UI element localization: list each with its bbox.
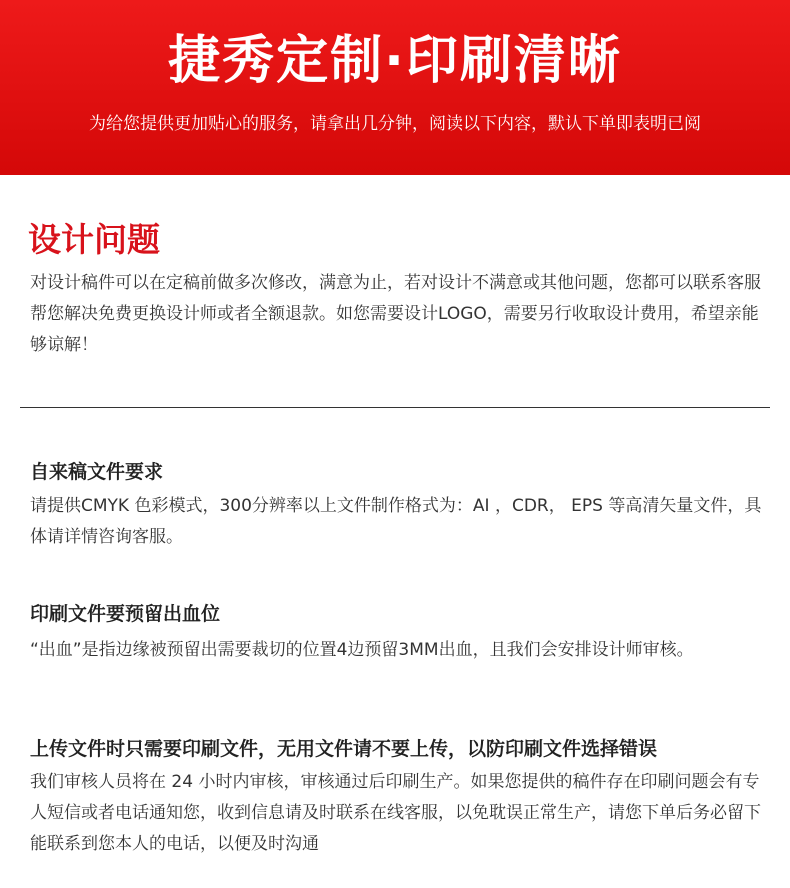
bleed-title: 印刷文件要预留出血位 [30,603,221,625]
banner-title: 捷秀定制·印刷清晰 [168,31,622,91]
section-divider [20,407,770,408]
own-file-requirements-title: 自来稿文件要求 [30,461,164,483]
own-file-requirements-text: 请提供CMYK 色彩模式，300分辨率以上文件制作格式为：AI ，CDR， EPS 等高清矢量文件，具体请详情咨询客服。 [30,496,762,547]
upload-notice-title: 上传文件时只需要印刷文件，无用文件请不要上传，以防印刷文件选择错误 [30,738,658,760]
design-issues-title: 设计问题 [28,220,160,259]
header-banner [0,0,790,175]
bleed-text: “出血”是指边缘被预留出需要裁切的位置4边预留3MM出血，且我们会安排设计师审核。 [30,640,694,660]
design-issues-text: 对设计稿件可以在定稿前做多次修改，满意为止，若对设计不满意或其他问题，您都可以联系客服帮您解决免费更换设计师或者全额退款。如您需要设计LOGO，需要另行收取设计费用，希望亲能够谅解！ [30,273,761,355]
banner-subtitle: 为给您提供更加贴心的服务，请拿出几分钟，阅读以下内容，默认下单即表明已阅 [89,114,701,134]
upload-notice-text: 我们审核人员将在 24 小时内审核，审核通过后印刷生产。如果您提供的稿件存在印刷问题会有专人短信或者电话通知您，收到信息请及时联系在线客服，以免耽误正常生产，请您下单后务必留下能联系到您本人的电话，以便及时沟通 [30,772,761,854]
